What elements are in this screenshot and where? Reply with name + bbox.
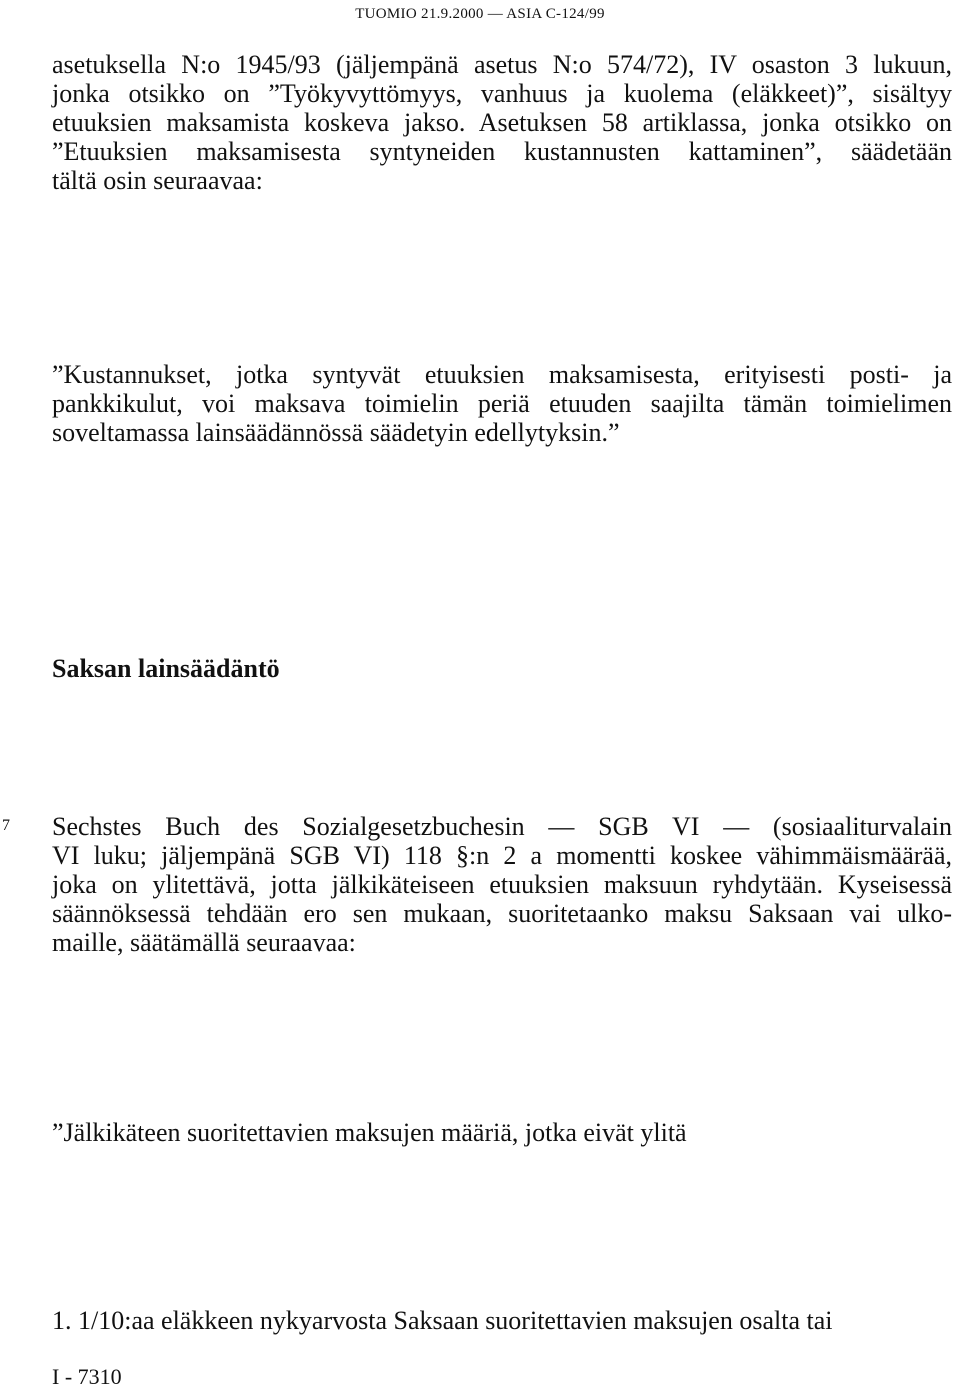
text-line: ”Etuuksien maksamisesta syntyneiden kustannusten kattaminen”, säädetään	[52, 137, 952, 166]
paragraph-intro	[52, 50, 952, 195]
text-line: maille, säätämällä seuraavaa:	[52, 928, 356, 957]
text-line: etuuksien maksamista koskeva jakso. Asetuksen 58 artiklassa, jonka otsikko on	[52, 108, 952, 137]
text-line: asetuksella N:o 1945/93 (jäljempänä asetus N:o 574/72), IV osaston 3 lukuun,	[52, 50, 952, 79]
text-line: VI luku; jäljempänä SGB VI) 118 §:n 2 a momentti koskee vähimmäismäärää,	[52, 841, 952, 870]
section-heading: Saksan lainsäädäntö	[52, 654, 280, 683]
text-line: säännöksessä tehdään ero sen mukaan, suoritetaanko maksu Saksaan vai ulko-	[52, 899, 952, 928]
paragraph-number: 7	[2, 817, 10, 834]
text-line: jonka otsikko on ”Työkyvyttömyys, vanhuus ja kuolema (eläkkeet)”, sisältyy	[52, 79, 952, 108]
text-line: Sechstes Buch des Sozialgesetzbuchesin — SGB VI — (sosiaaliturvalain	[52, 812, 952, 841]
quote-block-2: ”Jälkikäteen suoritettavien maksujen määriä, jotka eivät ylitä	[52, 1118, 687, 1147]
text-line: joka on ylitettävä, jotta jälkikäteiseen etuuksien maksuun ryhdytään. Kyseisessä	[52, 870, 952, 899]
text-line: soveltamassa lainsäädännössä säädetyin edellytyksin.”	[52, 418, 620, 447]
quote-block-1	[52, 360, 952, 447]
text-line: tältä osin seuraavaa:	[52, 166, 263, 195]
text-line: ”Kustannukset, jotka syntyvät etuuksien maksamisesta, erityisesti posti- ja	[52, 360, 952, 389]
page-header: TUOMIO 21.9.2000 — ASIA C-124/99	[355, 6, 605, 22]
page-number: I - 7310	[52, 1364, 122, 1389]
text-line: pankkikulut, voi maksava toimielin periä etuuden saajilta tämän toimielimen	[52, 389, 952, 418]
paragraph-7	[52, 812, 952, 957]
list-item-1: 1. 1/10:aa eläkkeen nykyarvosta Saksaan suoritettavien maksujen osalta tai	[52, 1306, 833, 1335]
